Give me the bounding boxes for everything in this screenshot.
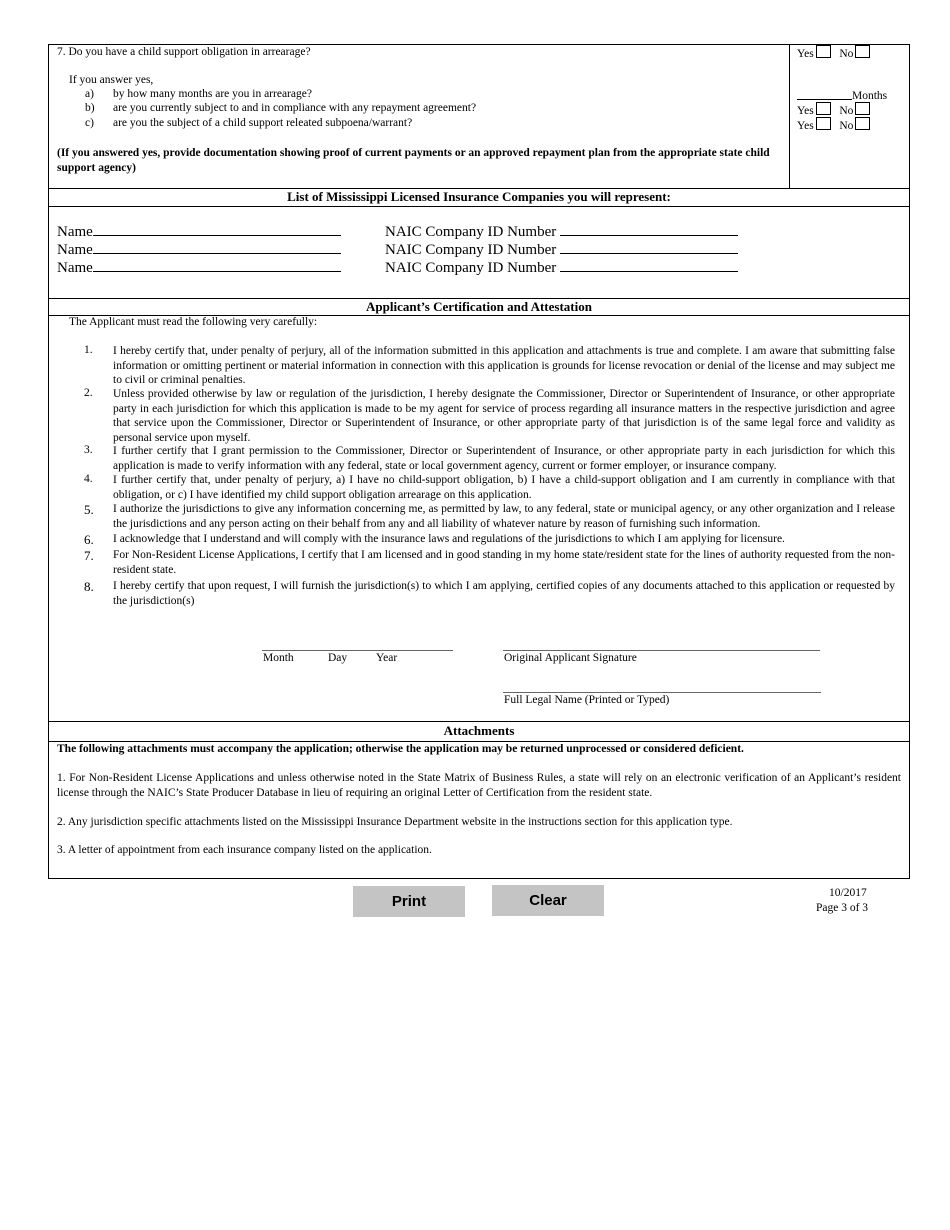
company-row <box>385 222 738 241</box>
q7b-no-label: No <box>839 105 854 117</box>
company-row <box>57 258 341 277</box>
q7c-letter: c) <box>85 117 94 129</box>
q7-yes-label: Yes <box>797 48 814 60</box>
q7c-no-checkbox[interactable] <box>855 117 870 130</box>
q7-yes-no <box>797 45 870 60</box>
date-year-label: Year <box>376 652 398 664</box>
q7b-text: are you currently subject to and in compliance with any repayment agreement? <box>113 102 477 114</box>
q7a-months-field[interactable] <box>797 88 887 102</box>
company-name-field[interactable] <box>93 222 341 236</box>
cert-item-text: I authorize the jurisdictions to give any information concerning me, as permitted by law, to any federal, state or municipal agency, or any other organization and I release the jurisdictions and any person acting on their behalf from any and all liability of whatever nature by reason of furnishing such information. <box>113 503 895 530</box>
cert-item-text: I acknowledge that I understand and will comply with the insurance laws and regulations of the jurisdictions to which I am applying for licensure. <box>113 533 785 545</box>
cert-item-text: I further certify that I grant permission to the Commissioner, Director or Superintendent of Insurance, or other appropriate party in each jurisdiction for which this application is made to verify information with any federal, state or local government agency, current or former employer, or insurance company. <box>113 445 895 472</box>
naic-field[interactable] <box>560 222 738 236</box>
divider <box>48 206 910 207</box>
naic-field[interactable] <box>560 258 738 272</box>
attachments-title: Attachments <box>443 723 515 738</box>
company-name-label: Name <box>57 242 93 258</box>
q7c-no-label: No <box>839 120 854 132</box>
q7-divider <box>789 44 790 189</box>
cert-item-text: For Non-Resident License Applications, I certify that I am licensed and in good standing in my home state/resident state for the lines of authority requested from the non-resident state. <box>113 549 895 576</box>
cert-item-number: 5. <box>84 502 94 517</box>
q7b-yes-label: Yes <box>797 105 814 117</box>
q7c-yes-checkbox[interactable] <box>816 117 831 130</box>
months-blank[interactable] <box>797 88 852 100</box>
q7b-yes-checkbox[interactable] <box>816 102 831 115</box>
q7-question: 7. Do you have a child support obligation in arrearage? <box>57 46 311 58</box>
footer-date: 10/2017 <box>829 887 867 899</box>
date-field[interactable] <box>262 650 453 651</box>
cert-item-text: I further certify that, under penalty of perjury, a) I have no child-support obligation, b) I have a child-support obligation and I am currently in compliance with that obligation, or c) I have identified my child support obligation arrearage on this application. <box>113 474 895 501</box>
company-name-field[interactable] <box>93 240 341 254</box>
companies-title: List of Mississippi Licensed Insurance Companies you will represent: <box>287 189 671 204</box>
q7b-letter: b) <box>85 102 95 114</box>
q7-note: (If you answered yes, provide documentation showing proof of current payments or an approved repayment plan from the appropriate state child support agency) <box>57 147 770 174</box>
cert-item-number: 3. <box>84 444 93 456</box>
attachments-intro: The following attachments must accompany the application; otherwise the application may be returned unprocessed or considered deficient. <box>57 743 744 755</box>
print-button[interactable]: Print <box>353 886 465 917</box>
cert-item-text: I hereby certify that upon request, I will furnish the jurisdiction(s) to which I am applying, certified copies of any documents attached to this application or requested by the jurisdiction(s) <box>113 580 895 607</box>
attachment-item: 3. A letter of appointment from each insurance company listed on the application. <box>57 844 432 856</box>
certification-title: Applicant’s Certification and Attestation <box>366 299 592 314</box>
cert-item-number: 8. <box>84 579 94 594</box>
footer-page: Page 3 of 3 <box>816 902 869 914</box>
company-row <box>385 258 738 277</box>
printed-name-field[interactable] <box>503 692 821 693</box>
printed-name-label: Full Legal Name (Printed or Typed) <box>504 694 670 706</box>
cert-item-number: 2. <box>84 387 93 399</box>
cert-item-text: Unless provided otherwise by law or regulation of the jurisdiction, I hereby designate the Commissioner, Director or Superintendent of Insurance, or other appropriate party in each jurisdiction for which this application is made to be my agent for service of process regarding all insurance matters in the respective jurisdiction and agree that service upon the Commissioner, Director or Superintendent of Insurance, or other appropriate party of that jurisdiction is of the same legal force and validity as personal service upon myself. <box>113 388 895 444</box>
q7c-text: are you the subject of a child support releated subpoena/warrant? <box>113 117 413 129</box>
q7-no-checkbox[interactable] <box>855 45 870 58</box>
q7b-yes-no <box>797 102 870 117</box>
q7c-yes-label: Yes <box>797 120 814 132</box>
signature-field[interactable] <box>503 650 820 651</box>
q7b-no-checkbox[interactable] <box>855 102 870 115</box>
company-name-label: Name <box>57 260 93 276</box>
cert-item-number: 7. <box>84 548 94 563</box>
q7-if-yes: If you answer yes, <box>69 74 154 86</box>
months-label: Months <box>852 90 888 102</box>
naic-label: NAIC Company ID Number <box>385 260 557 276</box>
company-row <box>385 240 738 259</box>
q7a-text: by how many months are you in arrearage? <box>113 88 312 100</box>
naic-label: NAIC Company ID Number <box>385 242 557 258</box>
cert-item-text: I hereby certify that, under penalty of perjury, all of the information submitted in this application and attachments is true and complete. I am aware that submitting false information or omitting pertinent or material information in connection with this application is grounds for license revocation or denial of the license and may subject me to civil or criminal penalties. <box>113 345 895 386</box>
clear-button[interactable]: Clear <box>492 885 604 916</box>
company-row <box>57 240 341 259</box>
divider <box>48 741 910 742</box>
naic-field[interactable] <box>560 240 738 254</box>
divider <box>48 721 910 722</box>
signature-label: Original Applicant Signature <box>504 652 637 664</box>
cert-item-number: 6. <box>84 532 94 547</box>
date-month-label: Month <box>263 652 294 664</box>
naic-label: NAIC Company ID Number <box>385 224 557 240</box>
attachment-item: 2. Any jurisdiction specific attachments listed on the Mississippi Insurance Department website in the instructions section for this application type. <box>57 816 733 828</box>
company-name-label: Name <box>57 224 93 240</box>
cert-item-number: 1. <box>84 344 93 356</box>
date-day-label: Day <box>328 652 348 664</box>
q7-no-label: No <box>839 48 854 60</box>
q7-yes-checkbox[interactable] <box>816 45 831 58</box>
attachment-item: 1. For Non-Resident License Applications and unless otherwise noted in the State Matrix of Business Rules, a state will rely on an electronic verification of an Applicant’s resident license through the NAIC’s State Producer Database in lieu of requiring an original Letter of Certification from the resident state. <box>57 772 901 799</box>
q7c-yes-no <box>797 117 870 132</box>
q7a-letter: a) <box>85 88 94 100</box>
cert-item-number: 4. <box>84 473 93 485</box>
company-row <box>57 222 341 241</box>
certification-intro: The Applicant must read the following very carefully: <box>69 316 318 328</box>
company-name-field[interactable] <box>93 258 341 272</box>
